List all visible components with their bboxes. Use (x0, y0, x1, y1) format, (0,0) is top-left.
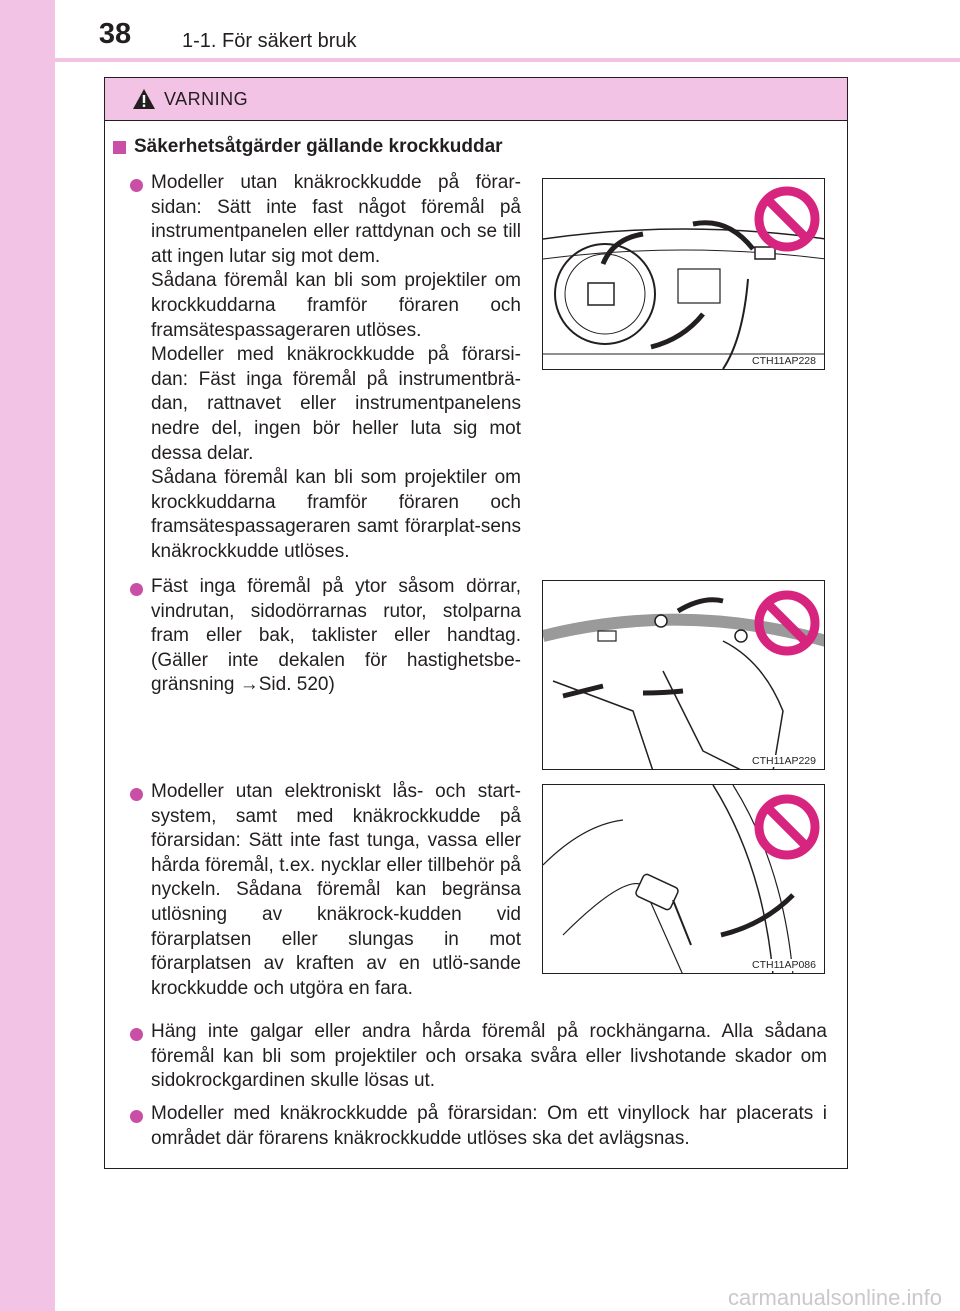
warning-title: VARNING (164, 88, 249, 109)
item-paragraph: Modeller med knäkrockkudde på förarsidan: Om ett vinyllock har placerats i området där förarens knäkrockkudde utlöses ska det avlägsnas. (151, 1103, 827, 1149)
warning-subheading (113, 136, 503, 158)
figure-dashboard (542, 178, 825, 370)
bullet-icon (130, 1028, 143, 1041)
bullet-icon (130, 1110, 143, 1123)
section-title: 1-1. För säkert bruk (182, 30, 357, 52)
subheading-text: Säkerhetsåtgärder gällande krockkuddar (134, 136, 503, 157)
page-number: 38 (98, 18, 132, 50)
bullet-icon (130, 179, 143, 192)
prohibited-icon (753, 793, 821, 861)
bullet-icon (130, 788, 143, 801)
item-paragraph: Sådana föremål kan bli som projektiler om krockkuddarna framför föraren och framsätespassageraren samt förarplat-sens knäkrockkudde utlöses. (151, 467, 521, 562)
bullet-icon (130, 583, 143, 596)
warning-item (151, 171, 521, 565)
item-paragraph: Sådana föremål kan bli som projektiler om krockkuddarna framför föraren och framsätespassageraren utlöses. (151, 270, 521, 341)
figure-caption: CTH11AP228 (751, 355, 816, 367)
item-paragraph: Modeller med knäkrockkudde på förarsi-dan: Fäst inga föremål på instrumentbrä-dan, rattnavet eller instrumentpanelens nedre del, ingen bör heller luta sig mot dessa delar. (151, 344, 521, 464)
header-divider (55, 58, 960, 62)
warning-header (105, 78, 847, 121)
warning-box (104, 77, 848, 1169)
item-paragraph: Fäst inga föremål på ytor såsom dörrar, vindrutan, sidodörrarnas rutor, stolparna fram eller bak, taklister eller handtag. (Gäller inte dekalen för hastighetsbe-gränsning →Sid. 520) (151, 576, 521, 696)
square-bullet-icon (113, 141, 126, 154)
prohibited-icon (753, 185, 821, 253)
item-paragraph: Modeller utan knäkrockkudde på förar-sidan: Sätt inte fast något föremål på instrumentpanelen eller rattdynan och se till att ingen lutar sig mot dem. (151, 172, 521, 267)
figure-interior (542, 580, 825, 770)
warning-triangle-icon (132, 88, 156, 110)
watermark: carmanualsonline.info (727, 1285, 942, 1310)
figure-key (542, 784, 825, 974)
warning-item (151, 1102, 827, 1151)
item-paragraph: Modeller utan elektroniskt lås- och start-system, samt med knäkrockkudde på förarsidan: Sätt inte fast tunga, vassa eller hårda föremål, t.ex. nycklar eller tillbehör på nyckeln. Sådana föremål kan begränsa utlösning av knäkrock-kudden vid förarplatsen eller slungas in mot förarplatsen av kraften av en utlö-sande krockkudde och utgöra en fara. (151, 781, 521, 999)
prohibited-icon (753, 589, 821, 657)
item-paragraph: Häng inte galgar eller andra hårda föremål på rockhängarna. Alla sådana föremål kan bli som projektiler och orsaka svåra eller livshotande skador om sidokrockgardinen skulle lösas ut. (151, 1021, 827, 1092)
side-color-bar (0, 0, 55, 1311)
warning-item (151, 780, 521, 1001)
warning-item (151, 1020, 827, 1094)
warning-item (151, 575, 521, 698)
figure-caption: CTH11AP086 (751, 959, 816, 971)
figure-caption: CTH11AP229 (751, 755, 816, 767)
